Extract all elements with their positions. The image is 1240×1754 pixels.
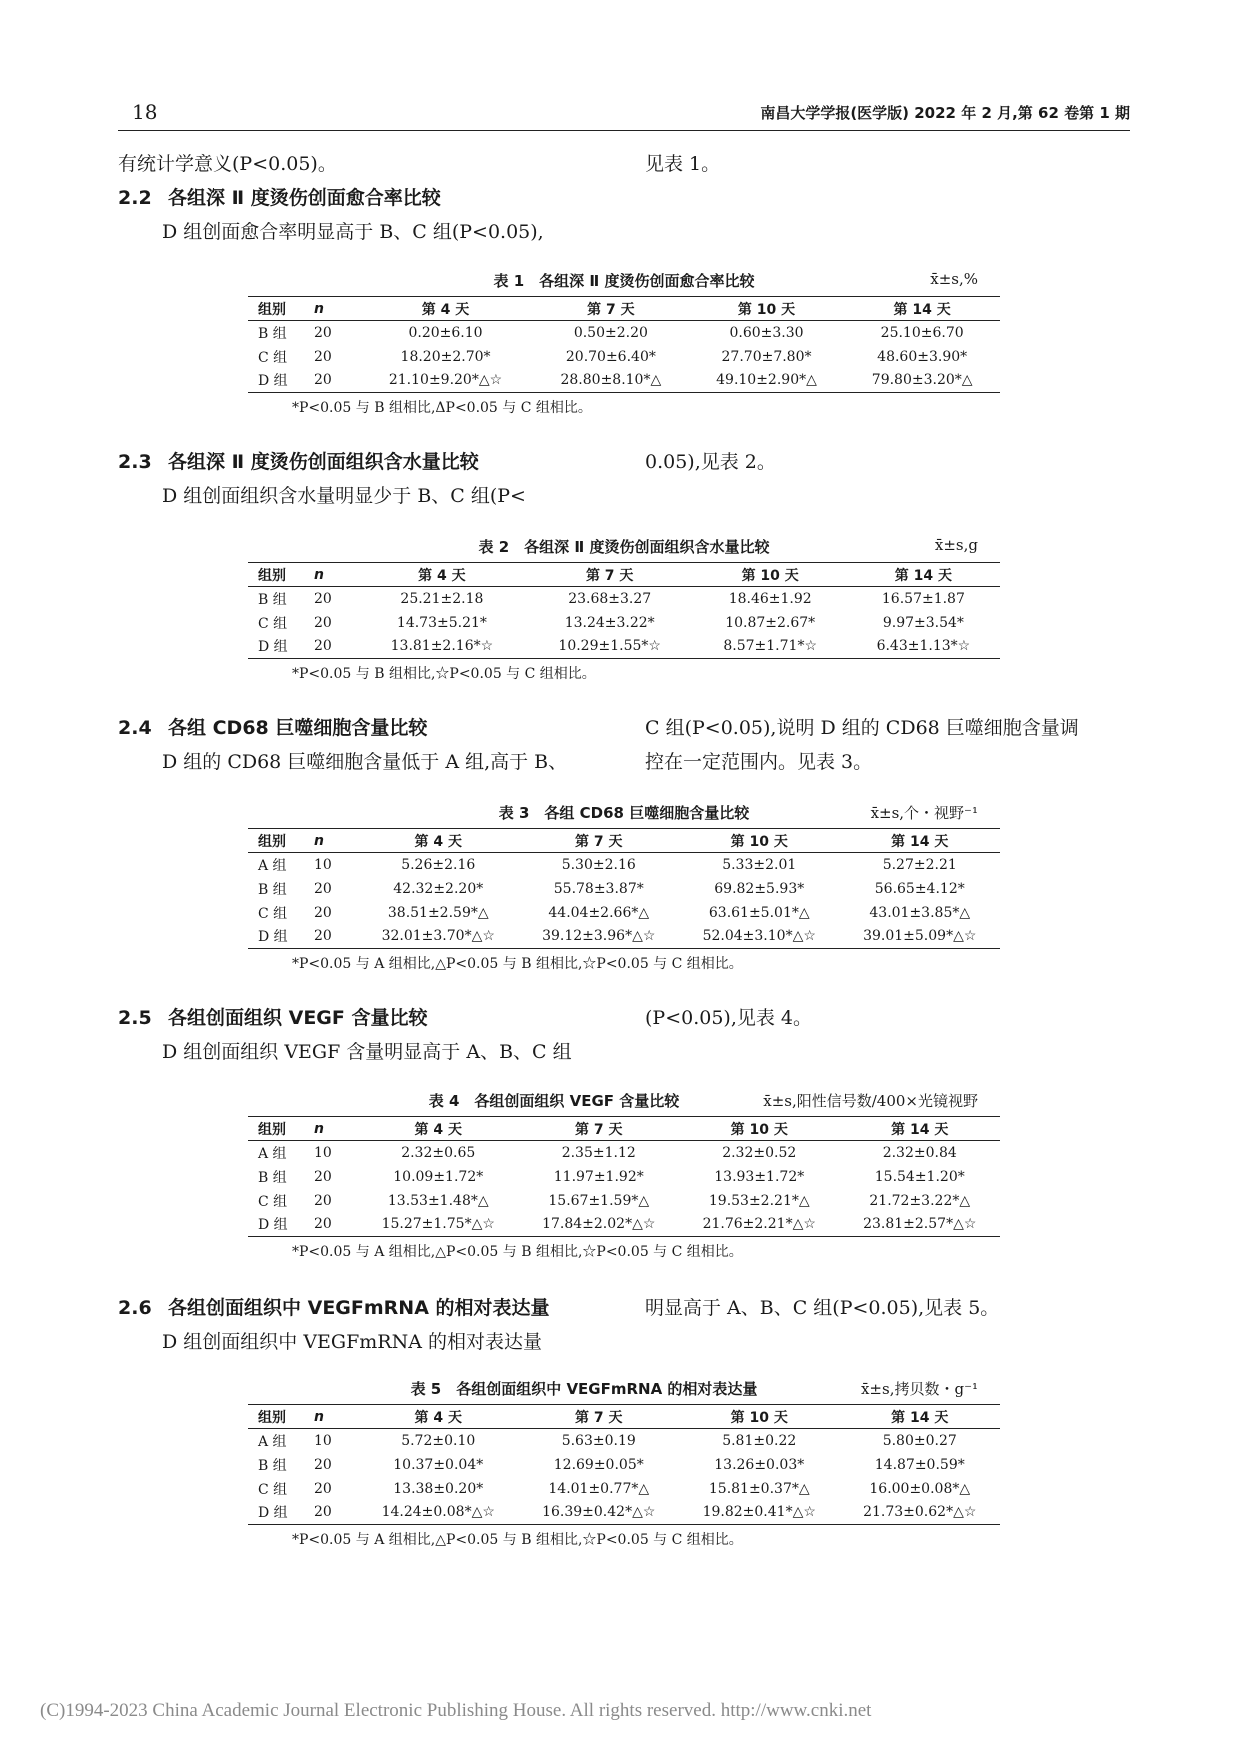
table-title: 表 5 各组创面组织中 VEGFmRNA 的相对表达量 xyxy=(410,1380,758,1398)
table-header-cell: 第 10 天 xyxy=(694,563,847,587)
table-cell: 52.04±3.10*△☆ xyxy=(679,925,840,949)
table-header-cell: 第 4 天 xyxy=(358,297,533,321)
table-cell: 10.37±0.04* xyxy=(393,1456,484,1473)
table-unit: x̄±s,阳性信号数/400×光镜视野 xyxy=(763,1092,978,1110)
table-cell: 13.24±3.22* xyxy=(564,614,655,631)
table-cell: 20 xyxy=(314,904,332,921)
section-number: 2.5 xyxy=(118,1007,152,1029)
table-3 xyxy=(248,798,1000,973)
table-cell: 56.65±4.12* xyxy=(874,880,965,897)
table-cell: C 组 xyxy=(258,615,288,632)
table-cell: 6.43±1.13*☆ xyxy=(847,635,1000,659)
table-cell: D 组 xyxy=(248,1213,310,1237)
table-row xyxy=(248,587,1000,611)
table-cell: 25.10±6.70 xyxy=(880,324,964,341)
section-heading-2-2 xyxy=(118,186,441,210)
table-cell: 2.32±0.65 xyxy=(401,1144,476,1161)
data-table xyxy=(248,562,1000,659)
table-cell: 20 xyxy=(314,880,332,897)
section-title: 各组创面组织 VEGF 含量比较 xyxy=(168,1007,428,1029)
table-cell: 21.72±3.22*△ xyxy=(869,1192,971,1209)
table-cell: 23.68±3.27 xyxy=(568,590,652,607)
table-header-cell: 第 14 天 xyxy=(840,1405,1001,1429)
table-cell: 25.21±2.18 xyxy=(400,590,484,607)
table-cell: 20 xyxy=(314,1192,332,1209)
table-cell: 0.50±2.20 xyxy=(573,324,648,341)
table-cell: 15.67±1.59*△ xyxy=(548,1192,650,1209)
table-cell: 16.39±0.42*△☆ xyxy=(519,1501,680,1525)
paragraph-line: D 组创面组织含水量明显少于 B、C 组(P< xyxy=(162,485,526,507)
table-row xyxy=(248,345,1000,369)
table-row xyxy=(248,1429,1000,1453)
table-cell: 13.81±2.16*☆ xyxy=(358,635,526,659)
table-cell: 0.60±3.30 xyxy=(729,324,804,341)
table-cell: 28.80±8.10*△ xyxy=(533,369,689,393)
table-header-cell: 第 7 天 xyxy=(519,1117,680,1141)
section-title: 各组深 Ⅱ 度烫伤创面组织含水量比较 xyxy=(168,451,479,473)
table-cell: 18.20±2.70* xyxy=(400,348,491,365)
table-cell: 14.01±0.77*△ xyxy=(548,1480,650,1497)
table-unit: x̄±s,% xyxy=(930,270,978,288)
table-caption xyxy=(248,798,1000,828)
table-cell: 20 xyxy=(314,590,332,607)
paragraph-line: D 组创面愈合率明显高于 B、C 组(P<0.05), xyxy=(162,221,544,243)
paragraph-line: C 组(P<0.05),说明 D 组的 CD68 巨噬细胞含量调 xyxy=(645,717,1079,739)
table-cell: 2.32±0.52 xyxy=(722,1144,797,1161)
section-title: 各组 CD68 巨噬细胞含量比较 xyxy=(168,717,428,739)
table-header-cell: 第 7 天 xyxy=(533,297,689,321)
table-header-cell: 组别 xyxy=(248,1405,310,1429)
table-row xyxy=(248,611,1000,635)
table-cell: 8.57±1.71*☆ xyxy=(694,635,847,659)
table-cell: 10 xyxy=(314,856,332,873)
table-cell: 20 xyxy=(310,369,358,393)
table-cell: 27.70±7.80* xyxy=(721,348,812,365)
table-title: 表 4 各组创面组织 VEGF 含量比较 xyxy=(428,1092,680,1110)
table-cell: 5.80±0.27 xyxy=(882,1432,957,1449)
table-cell: 38.51±2.59*△ xyxy=(387,904,489,921)
table-cell: 20 xyxy=(314,348,332,365)
table-cell: 5.27±2.21 xyxy=(882,856,957,873)
table-header-cell: 第 4 天 xyxy=(358,563,526,587)
table-header-cell: 第 14 天 xyxy=(840,829,1001,853)
table-header-cell: 第 14 天 xyxy=(844,297,1000,321)
table-cell: 12.69±0.05* xyxy=(553,1456,644,1473)
table-row xyxy=(248,853,1000,877)
table-cell: 5.63±0.19 xyxy=(561,1432,636,1449)
table-cell: C 组 xyxy=(258,1481,288,1498)
table-header-cell: 第 14 天 xyxy=(840,1117,1001,1141)
table-cell: 10.29±1.55*☆ xyxy=(526,635,694,659)
header-rule xyxy=(118,130,1130,131)
table-header-cell: 第 7 天 xyxy=(519,1405,680,1429)
table-cell: 5.33±2.01 xyxy=(722,856,797,873)
journal-title: 南昌大学学报(医学版) 2022 年 2 月,第 62 卷第 1 期 xyxy=(760,104,1130,122)
table-header-cell: n xyxy=(310,297,358,321)
data-table xyxy=(248,1116,1000,1237)
page-number: 18 xyxy=(132,100,158,124)
table-row xyxy=(248,877,1000,901)
table-cell: 20 xyxy=(310,635,358,659)
table-cell: 44.04±2.66*△ xyxy=(548,904,650,921)
table-cell: B 组 xyxy=(258,591,287,608)
table-cell: 13.93±1.72* xyxy=(714,1168,805,1185)
table-row xyxy=(248,369,1000,393)
table-cell: 20 xyxy=(314,1168,332,1185)
table-cell: A 组 xyxy=(258,857,287,874)
table-cell: C 组 xyxy=(258,349,288,366)
running-header xyxy=(118,100,1130,130)
table-header-cell: 组别 xyxy=(248,297,310,321)
table-row xyxy=(248,1213,1000,1237)
table-header-row xyxy=(248,829,1000,853)
table-header-cell: 第 10 天 xyxy=(679,1117,840,1141)
table-footnote: *P<0.05 与 B 组相比,ΔP<0.05 与 C 组相比。 xyxy=(292,400,592,416)
table-header-cell: 第 10 天 xyxy=(679,1405,840,1429)
table-cell: 19.53±2.21*△ xyxy=(708,1192,810,1209)
table-cell: 63.61±5.01*△ xyxy=(708,904,810,921)
table-cell: D 组 xyxy=(248,635,310,659)
table-unit: x̄±s,个・视野⁻¹ xyxy=(870,804,978,822)
table-cell: 15.54±1.20* xyxy=(874,1168,965,1185)
table-cell: 49.10±2.90*△ xyxy=(689,369,845,393)
table-cell: 20 xyxy=(314,614,332,631)
paragraph-line: D 组的 CD68 巨噬细胞含量低于 A 组,高于 B、 xyxy=(162,751,568,773)
table-cell: 13.26±0.03* xyxy=(714,1456,805,1473)
table-header-cell: n xyxy=(310,1405,358,1429)
table-unit: x̄±s,g xyxy=(934,536,978,554)
table-cell: 21.73±0.62*△☆ xyxy=(840,1501,1001,1525)
section-heading-2-4 xyxy=(118,716,427,740)
table-footnote: *P<0.05 与 A 组相比,△P<0.05 与 B 组相比,☆P<0.05 与 C 组相比。 xyxy=(292,956,743,972)
paragraph-line: D 组创面组织中 VEGFmRNA 的相对表达量 xyxy=(162,1331,542,1353)
data-table xyxy=(248,296,1000,393)
table-cell: 5.26±2.16 xyxy=(401,856,476,873)
data-table xyxy=(248,828,1000,949)
table-cell: A 组 xyxy=(258,1145,287,1162)
table-caption xyxy=(248,1086,1000,1116)
table-cell: 19.82±0.41*△☆ xyxy=(679,1501,840,1525)
paragraph-line: D 组创面组织 VEGF 含量明显高于 A、B、C 组 xyxy=(162,1041,572,1063)
table-cell: B 组 xyxy=(258,1169,287,1186)
table-cell: 13.38±0.20* xyxy=(393,1480,484,1497)
paragraph-line: (P<0.05),见表 4。 xyxy=(645,1007,813,1029)
section-heading-2-3 xyxy=(118,450,479,474)
table-header-cell: 第 7 天 xyxy=(526,563,694,587)
table-cell: 69.82±5.93* xyxy=(714,880,805,897)
table-cell: D 组 xyxy=(248,369,310,393)
table-header-cell: 第 7 天 xyxy=(519,829,680,853)
table-cell: 79.80±3.20*△ xyxy=(844,369,1000,393)
table-header-cell: 组别 xyxy=(248,563,310,587)
table-row xyxy=(248,1477,1000,1501)
table-cell: 0.20±6.10 xyxy=(408,324,483,341)
section-number: 2.6 xyxy=(118,1297,152,1319)
table-caption xyxy=(248,266,1000,296)
table-header-row xyxy=(248,1117,1000,1141)
copyright-footer: (C)1994-2023 China Academic Journal Electronic Publishing House. All rights reserved. http://www.cnki.net xyxy=(40,1700,872,1721)
table-cell: 9.97±3.54* xyxy=(882,614,964,631)
table-4 xyxy=(248,1086,1000,1261)
table-cell: 10.87±2.67* xyxy=(725,614,816,631)
table-1 xyxy=(248,266,1000,417)
table-cell: 48.60±3.90* xyxy=(877,348,968,365)
table-cell: 16.00±0.08*△ xyxy=(869,1480,971,1497)
section-title: 各组深 Ⅱ 度烫伤创面愈合率比较 xyxy=(168,187,441,209)
table-header-row xyxy=(248,1405,1000,1429)
section-number: 2.2 xyxy=(118,187,152,209)
table-footnote: *P<0.05 与 B 组相比,☆P<0.05 与 C 组相比。 xyxy=(292,666,596,682)
table-header-cell: 第 10 天 xyxy=(679,829,840,853)
table-cell: 39.12±3.96*△☆ xyxy=(519,925,680,949)
table-title: 表 3 各组 CD68 巨噬细胞含量比较 xyxy=(498,804,750,822)
table-row xyxy=(248,1141,1000,1165)
table-row xyxy=(248,1165,1000,1189)
table-5 xyxy=(248,1374,1000,1549)
table-cell: 20 xyxy=(310,925,358,949)
table-row xyxy=(248,1501,1000,1525)
table-row xyxy=(248,1189,1000,1213)
table-footnote: *P<0.05 与 A 组相比,△P<0.05 与 B 组相比,☆P<0.05 与 C 组相比。 xyxy=(292,1244,743,1260)
table-header-cell: n xyxy=(310,1117,358,1141)
table-footnote: *P<0.05 与 A 组相比,△P<0.05 与 B 组相比,☆P<0.05 与 C 组相比。 xyxy=(292,1532,743,1548)
table-caption xyxy=(248,532,1000,562)
paragraph-line: 明显高于 A、B、C 组(P<0.05),见表 5。 xyxy=(645,1297,1000,1319)
paragraph-line: 控在一定范围内。见表 3。 xyxy=(645,751,873,773)
table-cell: 42.32±2.20* xyxy=(393,880,484,897)
table-row xyxy=(248,925,1000,949)
table-cell: C 组 xyxy=(258,1193,288,1210)
table-header-cell: 第 4 天 xyxy=(358,1405,519,1429)
data-table xyxy=(248,1404,1000,1525)
table-row xyxy=(248,901,1000,925)
table-row xyxy=(248,321,1000,345)
table-header-cell: 第 14 天 xyxy=(847,563,1000,587)
table-caption xyxy=(248,1374,1000,1404)
table-cell: 14.24±0.08*△☆ xyxy=(358,1501,519,1525)
table-cell: 20 xyxy=(314,1456,332,1473)
table-unit: x̄±s,拷贝数・g⁻¹ xyxy=(860,1380,978,1398)
table-cell: 14.87±0.59* xyxy=(874,1456,965,1473)
table-cell: 10 xyxy=(314,1144,332,1161)
table-cell: 15.27±1.75*△☆ xyxy=(358,1213,519,1237)
table-cell: 39.01±5.09*△☆ xyxy=(840,925,1001,949)
table-cell: 21.10±9.20*△☆ xyxy=(358,369,533,393)
table-title: 表 1 各组深 Ⅱ 度烫伤创面愈合率比较 xyxy=(493,272,755,290)
table-cell: 2.35±1.12 xyxy=(561,1144,636,1161)
table-cell: 23.81±2.57*△☆ xyxy=(840,1213,1001,1237)
table-cell: 10 xyxy=(314,1432,332,1449)
paragraph-line: 有统计学意义(P<0.05)。 xyxy=(118,153,337,175)
table-cell: B 组 xyxy=(258,881,287,898)
table-row xyxy=(248,1453,1000,1477)
table-cell: 20 xyxy=(310,1501,358,1525)
section-number: 2.3 xyxy=(118,451,152,473)
section-title: 各组创面组织中 VEGFmRNA 的相对表达量 xyxy=(168,1297,550,1319)
table-header-cell: 第 4 天 xyxy=(358,1117,519,1141)
table-header-row xyxy=(248,297,1000,321)
table-cell: 20 xyxy=(314,324,332,341)
table-cell: B 组 xyxy=(258,325,287,342)
table-cell: B 组 xyxy=(258,1457,287,1474)
table-cell: 20 xyxy=(310,1213,358,1237)
table-cell: 5.72±0.10 xyxy=(401,1432,476,1449)
table-header-cell: 第 10 天 xyxy=(689,297,845,321)
table-cell: 43.01±3.85*△ xyxy=(869,904,971,921)
section-number: 2.4 xyxy=(118,717,152,739)
table-cell: 20 xyxy=(314,1480,332,1497)
table-cell: 55.78±3.87* xyxy=(553,880,644,897)
table-header-cell: 组别 xyxy=(248,1117,310,1141)
table-cell: 5.81±0.22 xyxy=(722,1432,797,1449)
table-cell: A 组 xyxy=(258,1433,287,1450)
table-row xyxy=(248,635,1000,659)
table-cell: 13.53±1.48*△ xyxy=(387,1192,489,1209)
table-cell: 15.81±0.37*△ xyxy=(708,1480,810,1497)
table-cell: 20.70±6.40* xyxy=(565,348,656,365)
table-header-row xyxy=(248,563,1000,587)
section-heading-2-5 xyxy=(118,1006,428,1030)
table-cell: 32.01±3.70*△☆ xyxy=(358,925,519,949)
table-header-cell: 第 4 天 xyxy=(358,829,519,853)
table-cell: 17.84±2.02*△☆ xyxy=(519,1213,680,1237)
table-title: 表 2 各组深 Ⅱ 度烫伤创面组织含水量比较 xyxy=(478,538,770,556)
table-cell: 5.30±2.16 xyxy=(561,856,636,873)
table-cell: 11.97±1.92* xyxy=(553,1168,644,1185)
paragraph-line: 0.05),见表 2。 xyxy=(645,451,776,473)
section-heading-2-6 xyxy=(118,1296,550,1320)
table-header-cell: n xyxy=(310,563,358,587)
table-cell: 10.09±1.72* xyxy=(393,1168,484,1185)
table-cell: C 组 xyxy=(258,905,288,922)
table-header-cell: 组别 xyxy=(248,829,310,853)
table-2 xyxy=(248,532,1000,683)
table-cell: 14.73±5.21* xyxy=(396,614,487,631)
table-cell: 18.46±1.92 xyxy=(728,590,812,607)
table-header-cell: n xyxy=(310,829,358,853)
table-cell: 21.76±2.21*△☆ xyxy=(679,1213,840,1237)
table-cell: 16.57±1.87 xyxy=(881,590,965,607)
table-cell: D 组 xyxy=(248,925,310,949)
paragraph-line: 见表 1。 xyxy=(645,153,721,175)
table-cell: 2.32±0.84 xyxy=(882,1144,957,1161)
table-cell: D 组 xyxy=(248,1501,310,1525)
